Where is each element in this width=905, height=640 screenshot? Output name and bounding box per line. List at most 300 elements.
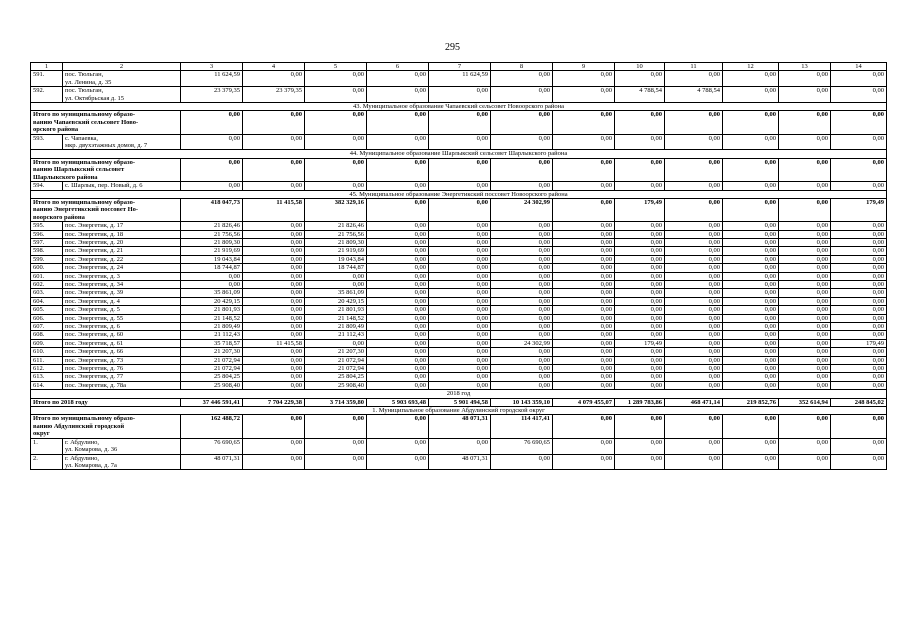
value-cell: 0,00 xyxy=(305,134,367,150)
value-cell: 0,00 xyxy=(665,247,723,255)
value-cell: 0,00 xyxy=(429,348,491,356)
value-cell: 0,00 xyxy=(665,415,723,438)
value-cell: 219 852,76 xyxy=(723,398,779,406)
value-cell: 0,00 xyxy=(779,111,831,134)
value-cell: 4 788,54 xyxy=(665,87,723,103)
value-cell: 21 072,94 xyxy=(181,356,243,364)
value-cell: 0,00 xyxy=(723,264,779,272)
value-cell: 0,00 xyxy=(831,331,887,339)
value-cell: 0,00 xyxy=(243,71,305,87)
value-cell: 0,00 xyxy=(181,111,243,134)
value-cell: 0,00 xyxy=(553,222,615,230)
value-cell: 0,00 xyxy=(723,289,779,297)
value-cell: 0,00 xyxy=(615,323,665,331)
value-cell: 0,00 xyxy=(367,415,429,438)
value-cell: 0,00 xyxy=(831,438,887,454)
value-cell: 0,00 xyxy=(615,314,665,322)
table-row xyxy=(31,365,887,373)
value-cell: 0,00 xyxy=(831,381,887,389)
value-cell: 0,00 xyxy=(615,454,665,470)
value-cell: 25 908,40 xyxy=(305,381,367,389)
name-cell xyxy=(63,373,181,381)
value-cell: 19 043,84 xyxy=(305,255,367,263)
name-cell xyxy=(31,415,181,438)
value-cell: 0,00 xyxy=(553,289,615,297)
value-cell: 0,00 xyxy=(429,182,491,190)
section-header-row xyxy=(31,190,887,198)
name-line: пос. Тюльган, xyxy=(65,71,104,79)
value-cell: 0,00 xyxy=(665,134,723,150)
value-cell: 0,00 xyxy=(723,182,779,190)
table-row xyxy=(31,289,887,297)
value-cell: 0,00 xyxy=(615,158,665,181)
value-cell: 0,00 xyxy=(181,182,243,190)
value-cell: 0,00 xyxy=(723,230,779,238)
name-line: с. Чапаевка, xyxy=(65,134,99,142)
value-cell: 0,00 xyxy=(181,158,243,181)
value-cell: 0,00 xyxy=(831,87,887,103)
value-cell: 35 861,09 xyxy=(181,289,243,297)
value-cell: 0,00 xyxy=(615,230,665,238)
value-cell: 0,00 xyxy=(723,71,779,87)
table-row xyxy=(31,323,887,331)
value-cell: 21 801,93 xyxy=(305,306,367,314)
value-cell: 0,00 xyxy=(367,264,429,272)
value-cell: 0,00 xyxy=(779,331,831,339)
value-cell: 382 329,16 xyxy=(305,198,367,221)
value-cell: 0,00 xyxy=(367,222,429,230)
section-title: 45. Муниципальное образование Энергетикский поссовет Новоорского района xyxy=(31,190,887,198)
value-cell: 21 919,69 xyxy=(181,247,243,255)
value-cell: 0,00 xyxy=(243,289,305,297)
total-row xyxy=(31,198,887,221)
value-cell: 0,00 xyxy=(615,438,665,454)
value-cell: 0,00 xyxy=(243,264,305,272)
name-cell xyxy=(63,306,181,314)
value-cell: 0,00 xyxy=(615,306,665,314)
value-cell: 0,00 xyxy=(553,71,615,87)
row-number: 596. xyxy=(31,230,63,238)
row-number: 607. xyxy=(31,323,63,331)
value-cell: 0,00 xyxy=(553,230,615,238)
total-row xyxy=(31,111,887,134)
total-row xyxy=(31,158,887,181)
name-line: пос. Энергетик, д. 76 xyxy=(65,365,124,373)
column-number: 13 xyxy=(779,63,831,71)
table-row xyxy=(31,222,887,230)
table-row xyxy=(31,348,887,356)
value-cell: 0,00 xyxy=(723,306,779,314)
value-cell: 0,00 xyxy=(367,134,429,150)
value-cell: 0,00 xyxy=(665,314,723,322)
value-cell: 0,00 xyxy=(723,238,779,246)
value-cell: 0,00 xyxy=(665,339,723,347)
name-cell xyxy=(63,247,181,255)
column-number: 11 xyxy=(665,63,723,71)
name-line: ул. Ленина, д. 35 xyxy=(65,78,112,86)
value-cell: 0,00 xyxy=(243,272,305,280)
column-number: 10 xyxy=(615,63,665,71)
value-cell: 0,00 xyxy=(429,356,491,364)
value-cell: 0,00 xyxy=(367,247,429,255)
value-cell: 0,00 xyxy=(553,264,615,272)
value-cell: 0,00 xyxy=(779,415,831,438)
name-cell xyxy=(63,356,181,364)
value-cell: 0,00 xyxy=(429,238,491,246)
value-cell: 0,00 xyxy=(553,134,615,150)
value-cell: 0,00 xyxy=(429,438,491,454)
name-line: ванию Чапаевский сельсовет Ново- xyxy=(33,118,139,126)
value-cell: 0,00 xyxy=(429,306,491,314)
value-cell: 0,00 xyxy=(243,230,305,238)
section-title: 44. Муниципальное образование Шарлыкский сельсовет Шарлыкского района xyxy=(31,150,887,158)
value-cell: 21 148,52 xyxy=(181,314,243,322)
value-cell: 11 624,59 xyxy=(181,71,243,87)
name-cell xyxy=(63,238,181,246)
value-cell: 0,00 xyxy=(665,438,723,454)
total-row xyxy=(31,415,887,438)
value-cell: 0,00 xyxy=(553,280,615,288)
column-number: 7 xyxy=(429,63,491,71)
name-cell xyxy=(63,314,181,322)
value-cell: 20 429,15 xyxy=(305,297,367,305)
value-cell: 0,00 xyxy=(243,348,305,356)
table-row xyxy=(31,297,887,305)
value-cell: 0,00 xyxy=(779,264,831,272)
value-cell: 0,00 xyxy=(831,255,887,263)
table-row xyxy=(31,381,887,389)
name-line: пос. Энергетик, д. 61 xyxy=(65,339,124,347)
value-cell: 0,00 xyxy=(491,71,553,87)
value-cell: 21 756,56 xyxy=(305,230,367,238)
name-cell xyxy=(63,348,181,356)
value-cell: 0,00 xyxy=(779,356,831,364)
value-cell: 0,00 xyxy=(429,331,491,339)
value-cell: 0,00 xyxy=(429,264,491,272)
value-cell: 21 809,49 xyxy=(305,323,367,331)
value-cell: 0,00 xyxy=(779,198,831,221)
value-cell: 48 071,31 xyxy=(429,415,491,438)
row-number: 610. xyxy=(31,348,63,356)
row-number: 611. xyxy=(31,356,63,364)
value-cell: 5 901 494,58 xyxy=(429,398,491,406)
name-cell xyxy=(63,365,181,373)
column-number: 12 xyxy=(723,63,779,71)
value-cell: 0,00 xyxy=(615,264,665,272)
value-cell: 0,00 xyxy=(779,280,831,288)
value-cell: 0,00 xyxy=(723,111,779,134)
name-cell xyxy=(63,323,181,331)
value-cell: 0,00 xyxy=(429,289,491,297)
value-cell: 0,00 xyxy=(243,182,305,190)
value-cell: 0,00 xyxy=(779,255,831,263)
value-cell: 0,00 xyxy=(367,238,429,246)
value-cell: 0,00 xyxy=(665,381,723,389)
value-cell: 0,00 xyxy=(779,314,831,322)
value-cell: 0,00 xyxy=(181,272,243,280)
value-cell: 0,00 xyxy=(429,323,491,331)
value-cell: 0,00 xyxy=(615,247,665,255)
value-cell: 0,00 xyxy=(491,323,553,331)
value-cell: 11 624,59 xyxy=(429,71,491,87)
value-cell: 0,00 xyxy=(429,230,491,238)
value-cell: 0,00 xyxy=(831,71,887,87)
value-cell: 0,00 xyxy=(243,415,305,438)
value-cell: 24 302,99 xyxy=(491,339,553,347)
name-line: воорского района xyxy=(33,213,85,221)
value-cell: 0,00 xyxy=(429,381,491,389)
name-line: пос. Энергетик, д. 21 xyxy=(65,247,124,255)
value-cell: 0,00 xyxy=(665,198,723,221)
value-cell: 0,00 xyxy=(665,222,723,230)
value-cell: 0,00 xyxy=(723,323,779,331)
value-cell: 0,00 xyxy=(553,272,615,280)
value-cell: 0,00 xyxy=(429,247,491,255)
value-cell: 0,00 xyxy=(429,280,491,288)
value-cell: 0,00 xyxy=(779,158,831,181)
value-cell: 0,00 xyxy=(615,134,665,150)
value-cell: 0,00 xyxy=(779,238,831,246)
name-line: Шарлыкского района xyxy=(33,173,98,181)
value-cell: 0,00 xyxy=(665,306,723,314)
name-cell xyxy=(63,87,181,103)
value-cell: 0,00 xyxy=(723,415,779,438)
value-cell: 0,00 xyxy=(779,297,831,305)
value-cell: 0,00 xyxy=(831,230,887,238)
table-row xyxy=(31,272,887,280)
value-cell: 0,00 xyxy=(553,438,615,454)
total-row xyxy=(31,398,887,406)
value-cell: 0,00 xyxy=(723,339,779,347)
name-line: Итого по муниципальному образо- xyxy=(33,158,136,166)
value-cell: 0,00 xyxy=(367,255,429,263)
value-cell: 0,00 xyxy=(243,247,305,255)
row-number: 612. xyxy=(31,365,63,373)
name-cell xyxy=(63,264,181,272)
value-cell: 0,00 xyxy=(553,356,615,364)
value-cell: 0,00 xyxy=(429,87,491,103)
value-cell: 0,00 xyxy=(491,356,553,364)
value-cell: 0,00 xyxy=(779,272,831,280)
value-cell: 0,00 xyxy=(367,373,429,381)
value-cell: 0,00 xyxy=(305,280,367,288)
table-row xyxy=(31,306,887,314)
name-line: округ xyxy=(33,430,50,438)
value-cell: 21 801,93 xyxy=(181,306,243,314)
value-cell: 0,00 xyxy=(367,356,429,364)
name-cell xyxy=(63,339,181,347)
value-cell: 352 614,94 xyxy=(779,398,831,406)
section-header-row xyxy=(31,407,887,415)
name-line: пос. Энергетик, д. 20 xyxy=(65,238,124,246)
value-cell: 0,00 xyxy=(723,314,779,322)
value-cell: 0,00 xyxy=(665,255,723,263)
value-cell: 0,00 xyxy=(831,182,887,190)
row-number: 1. xyxy=(31,438,63,454)
value-cell: 0,00 xyxy=(367,71,429,87)
value-cell: 0,00 xyxy=(305,339,367,347)
value-cell: 0,00 xyxy=(723,272,779,280)
value-cell: 0,00 xyxy=(779,289,831,297)
data-table xyxy=(30,62,887,470)
name-cell xyxy=(63,454,181,470)
value-cell: 21 207,30 xyxy=(181,348,243,356)
name-line: Итого по муниципальному образо- xyxy=(33,415,136,423)
value-cell: 0,00 xyxy=(665,323,723,331)
value-cell: 114 417,41 xyxy=(491,415,553,438)
value-cell: 0,00 xyxy=(665,297,723,305)
value-cell: 0,00 xyxy=(491,247,553,255)
table-row xyxy=(31,230,887,238)
value-cell: 0,00 xyxy=(429,198,491,221)
section-header-row xyxy=(31,150,887,158)
value-cell: 0,00 xyxy=(553,182,615,190)
value-cell: 5 903 693,48 xyxy=(367,398,429,406)
value-cell: 0,00 xyxy=(553,348,615,356)
name-line: ванию Шарлыкский сельсовет xyxy=(33,166,125,174)
value-cell: 0,00 xyxy=(665,71,723,87)
row-number: 598. xyxy=(31,247,63,255)
value-cell: 0,00 xyxy=(615,365,665,373)
value-cell: 0,00 xyxy=(723,222,779,230)
value-cell: 0,00 xyxy=(665,331,723,339)
row-number: 594. xyxy=(31,182,63,190)
name-cell xyxy=(63,438,181,454)
value-cell: 0,00 xyxy=(367,323,429,331)
value-cell: 0,00 xyxy=(615,356,665,364)
value-cell: 0,00 xyxy=(367,331,429,339)
value-cell: 0,00 xyxy=(831,134,887,150)
name-cell xyxy=(63,222,181,230)
table-row xyxy=(31,356,887,364)
value-cell: 0,00 xyxy=(243,111,305,134)
name-cell xyxy=(31,198,181,221)
value-cell: 0,00 xyxy=(243,356,305,364)
name-cell xyxy=(63,331,181,339)
row-number: 609. xyxy=(31,339,63,347)
value-cell: 0,00 xyxy=(553,87,615,103)
value-cell: 35 718,57 xyxy=(181,339,243,347)
name-line: мкр. двухэтажных домов, д. 7 xyxy=(65,142,148,150)
value-cell: 0,00 xyxy=(491,331,553,339)
column-number: 2 xyxy=(63,63,181,71)
value-cell: 37 446 591,41 xyxy=(181,398,243,406)
name-line: пос. Энергетик, д. 5 xyxy=(65,306,120,314)
value-cell: 0,00 xyxy=(491,238,553,246)
value-cell: 0,00 xyxy=(553,238,615,246)
value-cell: 0,00 xyxy=(665,454,723,470)
value-cell: 0,00 xyxy=(723,373,779,381)
value-cell: 0,00 xyxy=(367,438,429,454)
name-line: ванию Энергетикский поссовет Но- xyxy=(33,206,139,214)
value-cell: 0,00 xyxy=(665,348,723,356)
name-cell xyxy=(63,297,181,305)
value-cell: 0,00 xyxy=(779,230,831,238)
value-cell: 0,00 xyxy=(553,454,615,470)
value-cell: 0,00 xyxy=(243,222,305,230)
value-cell: 11 415,58 xyxy=(243,198,305,221)
value-cell: 21 148,52 xyxy=(305,314,367,322)
value-cell: 21 112,43 xyxy=(181,331,243,339)
value-cell: 0,00 xyxy=(491,306,553,314)
value-cell: 0,00 xyxy=(831,111,887,134)
value-cell: 0,00 xyxy=(665,356,723,364)
table-row xyxy=(31,331,887,339)
name-cell xyxy=(63,272,181,280)
value-cell: 19 043,84 xyxy=(181,255,243,263)
value-cell: 0,00 xyxy=(553,198,615,221)
value-cell: 0,00 xyxy=(831,323,887,331)
value-cell: 0,00 xyxy=(779,454,831,470)
value-cell: 0,00 xyxy=(243,306,305,314)
name-line: пос. Энергетик, д. 77 xyxy=(65,373,124,381)
value-cell: 0,00 xyxy=(665,373,723,381)
row-number: 605. xyxy=(31,306,63,314)
value-cell: 0,00 xyxy=(305,454,367,470)
value-cell: 0,00 xyxy=(723,255,779,263)
row-number: 613. xyxy=(31,373,63,381)
value-cell: 21 072,94 xyxy=(305,365,367,373)
value-cell: 0,00 xyxy=(779,134,831,150)
name-cell xyxy=(63,182,181,190)
value-cell: 0,00 xyxy=(779,323,831,331)
name-line: пос. Энергетик, д. 17 xyxy=(65,222,124,230)
value-cell: 0,00 xyxy=(779,182,831,190)
value-cell: 0,00 xyxy=(429,134,491,150)
value-cell: 76 690,65 xyxy=(181,438,243,454)
row-number: 591. xyxy=(31,71,63,87)
value-cell: 21 207,30 xyxy=(305,348,367,356)
value-cell: 0,00 xyxy=(615,373,665,381)
value-cell: 0,00 xyxy=(553,255,615,263)
value-cell: 0,00 xyxy=(367,297,429,305)
column-number: 4 xyxy=(243,63,305,71)
name-line: ванию Абдулинский городской xyxy=(33,422,125,430)
value-cell: 0,00 xyxy=(553,373,615,381)
row-number: 601. xyxy=(31,272,63,280)
value-cell: 0,00 xyxy=(779,373,831,381)
value-cell: 0,00 xyxy=(615,331,665,339)
value-cell: 0,00 xyxy=(367,365,429,373)
name-line: с. Шарлык, пер. Новый, д. 6 xyxy=(65,182,143,190)
value-cell: 0,00 xyxy=(367,339,429,347)
value-cell: 21 919,69 xyxy=(305,247,367,255)
row-number: 2. xyxy=(31,454,63,470)
value-cell: 0,00 xyxy=(665,289,723,297)
table-row xyxy=(31,280,887,288)
value-cell: 0,00 xyxy=(779,247,831,255)
value-cell: 25 908,40 xyxy=(181,381,243,389)
value-cell: 418 047,73 xyxy=(181,198,243,221)
value-cell: 0,00 xyxy=(367,158,429,181)
name-line: ул. Октябрьская д. 15 xyxy=(65,94,124,102)
value-cell: 0,00 xyxy=(831,415,887,438)
value-cell: 0,00 xyxy=(665,264,723,272)
value-cell: 0,00 xyxy=(429,111,491,134)
value-cell: 21 809,49 xyxy=(181,323,243,331)
row-number: 592. xyxy=(31,87,63,103)
value-cell: 0,00 xyxy=(723,280,779,288)
name-line: пос. Энергетик, д. 22 xyxy=(65,255,124,263)
value-cell: 4 079 455,07 xyxy=(553,398,615,406)
value-cell: 1 289 783,86 xyxy=(615,398,665,406)
value-cell: 0,00 xyxy=(779,87,831,103)
column-number-row xyxy=(31,63,887,71)
value-cell: 0,00 xyxy=(615,238,665,246)
value-cell: 0,00 xyxy=(305,71,367,87)
value-cell: 0,00 xyxy=(367,280,429,288)
value-cell: 0,00 xyxy=(491,182,553,190)
